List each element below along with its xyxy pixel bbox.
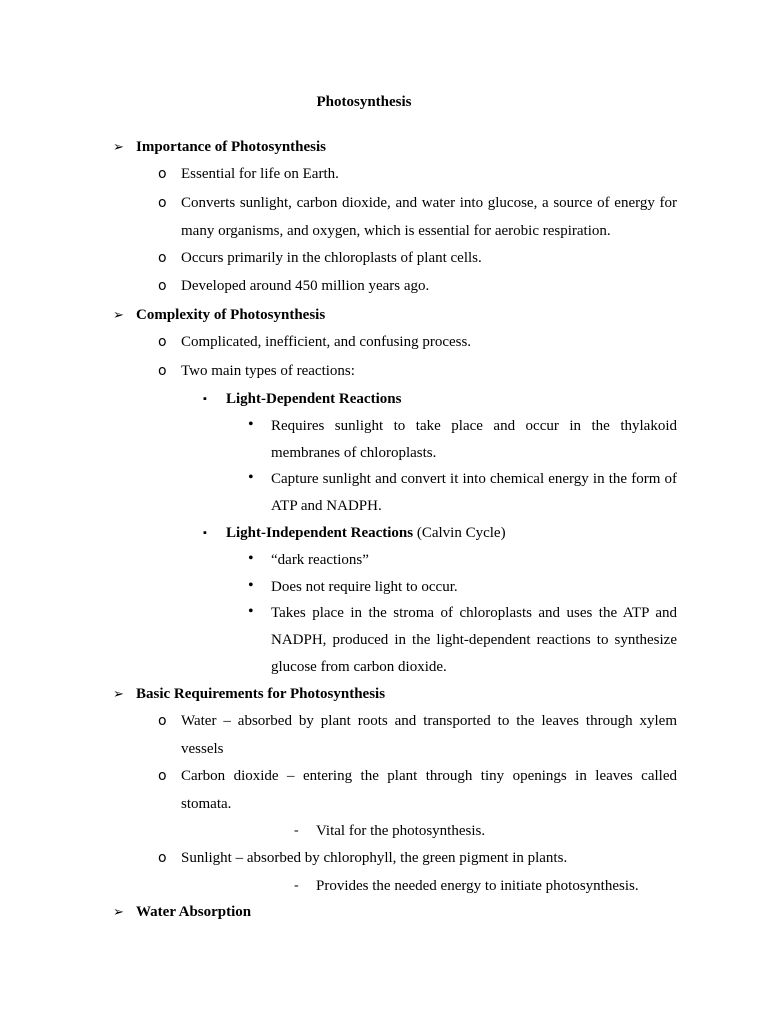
- list-item-continuation: ATP and NADPH.: [271, 498, 382, 514]
- list-item: Complicated, inefficient, and confusing process.: [181, 334, 472, 350]
- list-item: Converts sunlight, carbon dioxide, and water into glucose, a source of energy for: [181, 195, 677, 211]
- circle-bullet-icon: o: [158, 334, 167, 350]
- reaction-heading: Light-Independent Reactions: [226, 525, 414, 541]
- dot-bullet-icon: •: [248, 469, 254, 486]
- list-item: Does not require light to occur.: [271, 579, 458, 595]
- list-item: Sunlight – absorbed by chlorophyll, the green pigment in plants.: [181, 850, 568, 866]
- dash-bullet-icon: -: [294, 823, 299, 838]
- list-item-continuation: membranes of chloroplasts.: [271, 445, 437, 461]
- circle-bullet-icon: o: [158, 278, 167, 294]
- sub-note: Provides the needed energy to initiate photosynthesis.: [316, 878, 639, 894]
- section-heading: Water Absorption: [136, 904, 252, 920]
- list-item: “dark reactions”: [271, 552, 369, 568]
- section-heading: Importance of Photosynthesis: [136, 139, 326, 155]
- section-heading: Complexity of Photosynthesis: [136, 307, 326, 323]
- list-item: Water – absorbed by plant roots and transported to the leaves through xylem: [181, 713, 677, 729]
- list-item-continuation: glucose from carbon dioxide.: [271, 659, 447, 675]
- circle-bullet-icon: o: [158, 363, 167, 379]
- reaction-heading-suffix: (Calvin Cycle): [413, 525, 506, 541]
- list-item-continuation: vessels: [181, 741, 224, 757]
- list-item: Capture sunlight and convert it into chemical energy in the form of: [271, 471, 677, 487]
- list-item: Essential for life on Earth.: [181, 166, 339, 182]
- list-item-continuation: stomata.: [181, 796, 232, 812]
- dash-bullet-icon: -: [294, 878, 299, 893]
- document-title: Photosynthesis: [316, 94, 412, 110]
- list-item-continuation: many organisms, and oxygen, which is essential for aerobic respiration.: [181, 223, 611, 239]
- circle-bullet-icon: o: [158, 166, 167, 182]
- dot-bullet-icon: •: [248, 603, 254, 620]
- list-item: Requires sunlight to take place and occur in the thylakoid: [271, 418, 677, 434]
- dot-bullet-icon: •: [248, 416, 254, 433]
- list-item: Developed around 450 million years ago.: [181, 278, 430, 294]
- circle-bullet-icon: o: [158, 250, 167, 266]
- circle-bullet-icon: o: [158, 195, 167, 211]
- arrow-bullet-icon: ➢: [113, 686, 124, 701]
- dot-bullet-icon: •: [248, 550, 254, 567]
- sub-note: Vital for the photosynthesis.: [316, 823, 486, 839]
- circle-bullet-icon: o: [158, 713, 167, 729]
- list-item: Carbon dioxide – entering the plant through tiny openings in leaves called: [181, 768, 677, 784]
- section-heading: Basic Requirements for Photosynthesis: [136, 686, 386, 702]
- dot-bullet-icon: •: [248, 577, 254, 594]
- circle-bullet-icon: o: [158, 768, 167, 784]
- arrow-bullet-icon: ➢: [113, 139, 124, 154]
- list-item-continuation: NADPH, produced in the light-dependent reactions to synthesize: [271, 632, 677, 648]
- list-item: Two main types of reactions:: [181, 363, 355, 379]
- arrow-bullet-icon: ➢: [113, 904, 124, 919]
- square-bullet-icon: ▪: [203, 393, 207, 405]
- list-item: Takes place in the stroma of chloroplasts and uses the ATP and: [271, 605, 677, 621]
- reaction-heading: Light-Dependent Reactions: [226, 391, 402, 407]
- circle-bullet-icon: o: [158, 850, 167, 866]
- arrow-bullet-icon: ➢: [113, 307, 124, 322]
- square-bullet-icon: ▪: [203, 527, 207, 539]
- list-item: Occurs primarily in the chloroplasts of plant cells.: [181, 250, 482, 266]
- reaction-heading-line: [226, 524, 506, 542]
